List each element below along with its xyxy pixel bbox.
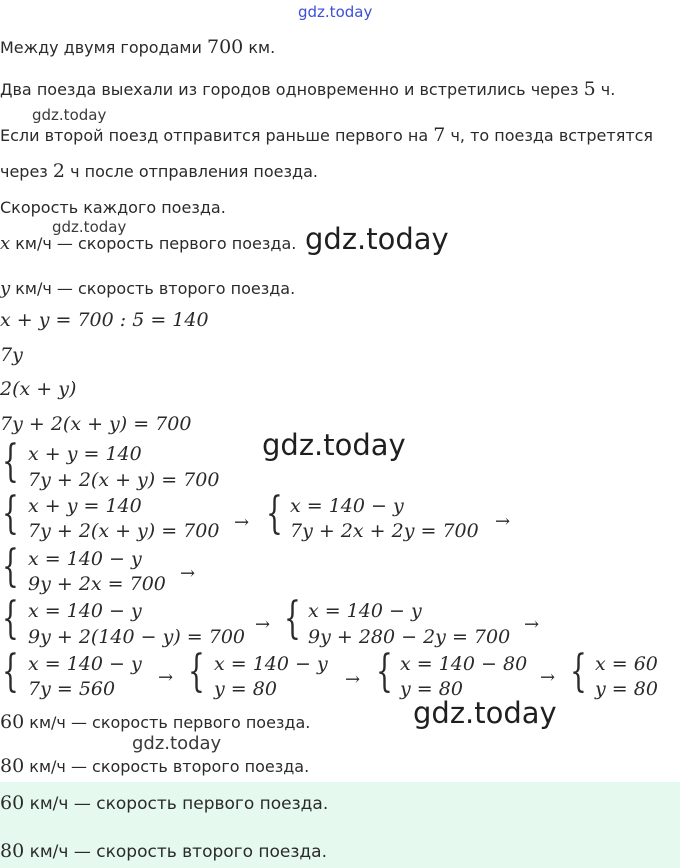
system-10-row-2: y = 80 — [595, 678, 658, 700]
system-8-row-2: y = 80 — [214, 678, 277, 700]
watermark: gdz.today — [413, 696, 557, 730]
system-9-row-1: x = 140 − 80 — [400, 653, 528, 675]
system-brace: { — [2, 436, 19, 487]
system-brace: { — [2, 593, 19, 644]
arrow-icon: → — [158, 667, 174, 688]
system-6-row-2: 9y + 280 − 2y = 700 — [308, 626, 511, 648]
equation-4: 7y + 2(x + y) = 700 — [0, 413, 192, 435]
system-3-row-1: x = 140 − y — [290, 495, 404, 517]
arrow-icon: → — [540, 667, 556, 688]
system-4-row-2: 9y + 2x = 700 — [28, 573, 166, 595]
result-second-speed: 80 км/ч — скорость второго поезда. — [0, 755, 310, 777]
system-brace: { — [2, 541, 19, 592]
equation-2: 7y — [0, 344, 23, 366]
problem-line-2: Два поезда выехали из городов одновременно и встретились через 5 ч. — [0, 78, 616, 100]
system-2-row-2: 7y + 2(x + y) = 700 — [28, 520, 220, 542]
watermark: gdz.today — [305, 222, 449, 256]
system-6-row-1: x = 140 − y — [308, 600, 422, 622]
solution-heading: Скорость каждого поезда. — [0, 198, 226, 217]
watermark: gdz.today — [52, 218, 127, 236]
system-brace: { — [376, 646, 393, 697]
system-brace: { — [284, 593, 301, 644]
arrow-icon: → — [180, 563, 196, 584]
system-brace: { — [188, 646, 205, 697]
system-7-row-2: 7y = 560 — [28, 678, 116, 700]
system-9-row-2: y = 80 — [400, 678, 463, 700]
system-brace: { — [2, 488, 19, 539]
variable-x-line: x км/ч — скорость первого поезда. — [0, 233, 297, 254]
variable-y-line: y км/ч — скорость второго поезда. — [0, 278, 296, 299]
system-1-row-2: 7y + 2(x + y) = 700 — [28, 469, 220, 491]
system-4-row-1: x = 140 − y — [28, 548, 142, 570]
watermark: gdz.today — [32, 106, 107, 124]
watermark: gdz.today — [132, 733, 222, 754]
system-10-row-1: x = 60 — [595, 653, 658, 675]
result-first-speed: 60 км/ч — скорость первого поезда. — [0, 711, 311, 733]
arrow-icon: → — [345, 669, 361, 690]
answer-box — [0, 782, 680, 868]
arrow-icon: → — [255, 614, 271, 635]
arrow-icon: → — [234, 512, 250, 533]
watermark: gdz.today — [262, 428, 406, 462]
answer-second-speed: 80 км/ч — скорость второго поезда. — [0, 840, 327, 862]
equation-1: x + y = 700 : 5 = 140 — [0, 309, 209, 331]
system-brace: { — [570, 646, 587, 697]
watermark: gdz.today — [298, 3, 373, 21]
arrow-icon: → — [524, 614, 540, 635]
system-7-row-1: x = 140 − y — [28, 653, 142, 675]
problem-line-3: Если второй поезд отправится раньше первого на 7 ч, то поезда встретятся — [0, 124, 654, 146]
problem-line-4: через 2 ч после отправления поезда. — [0, 160, 318, 182]
arrow-icon: → — [495, 511, 511, 532]
equation-3: 2(x + y) — [0, 378, 77, 400]
system-3-row-2: 7y + 2x + 2y = 700 — [290, 520, 479, 542]
system-5-row-2: 9y + 2(140 − y) = 700 — [28, 626, 245, 648]
problem-line-1: Между двумя городами 700 км. — [0, 36, 276, 58]
system-1-row-1: x + y = 140 — [28, 443, 142, 465]
system-8-row-1: x = 140 − y — [214, 653, 328, 675]
answer-first-speed: 60 км/ч — скорость первого поезда. — [0, 792, 329, 814]
system-5-row-1: x = 140 − y — [28, 600, 142, 622]
system-brace: { — [2, 646, 19, 697]
system-brace: { — [266, 488, 283, 539]
system-2-row-1: x + y = 140 — [28, 495, 142, 517]
